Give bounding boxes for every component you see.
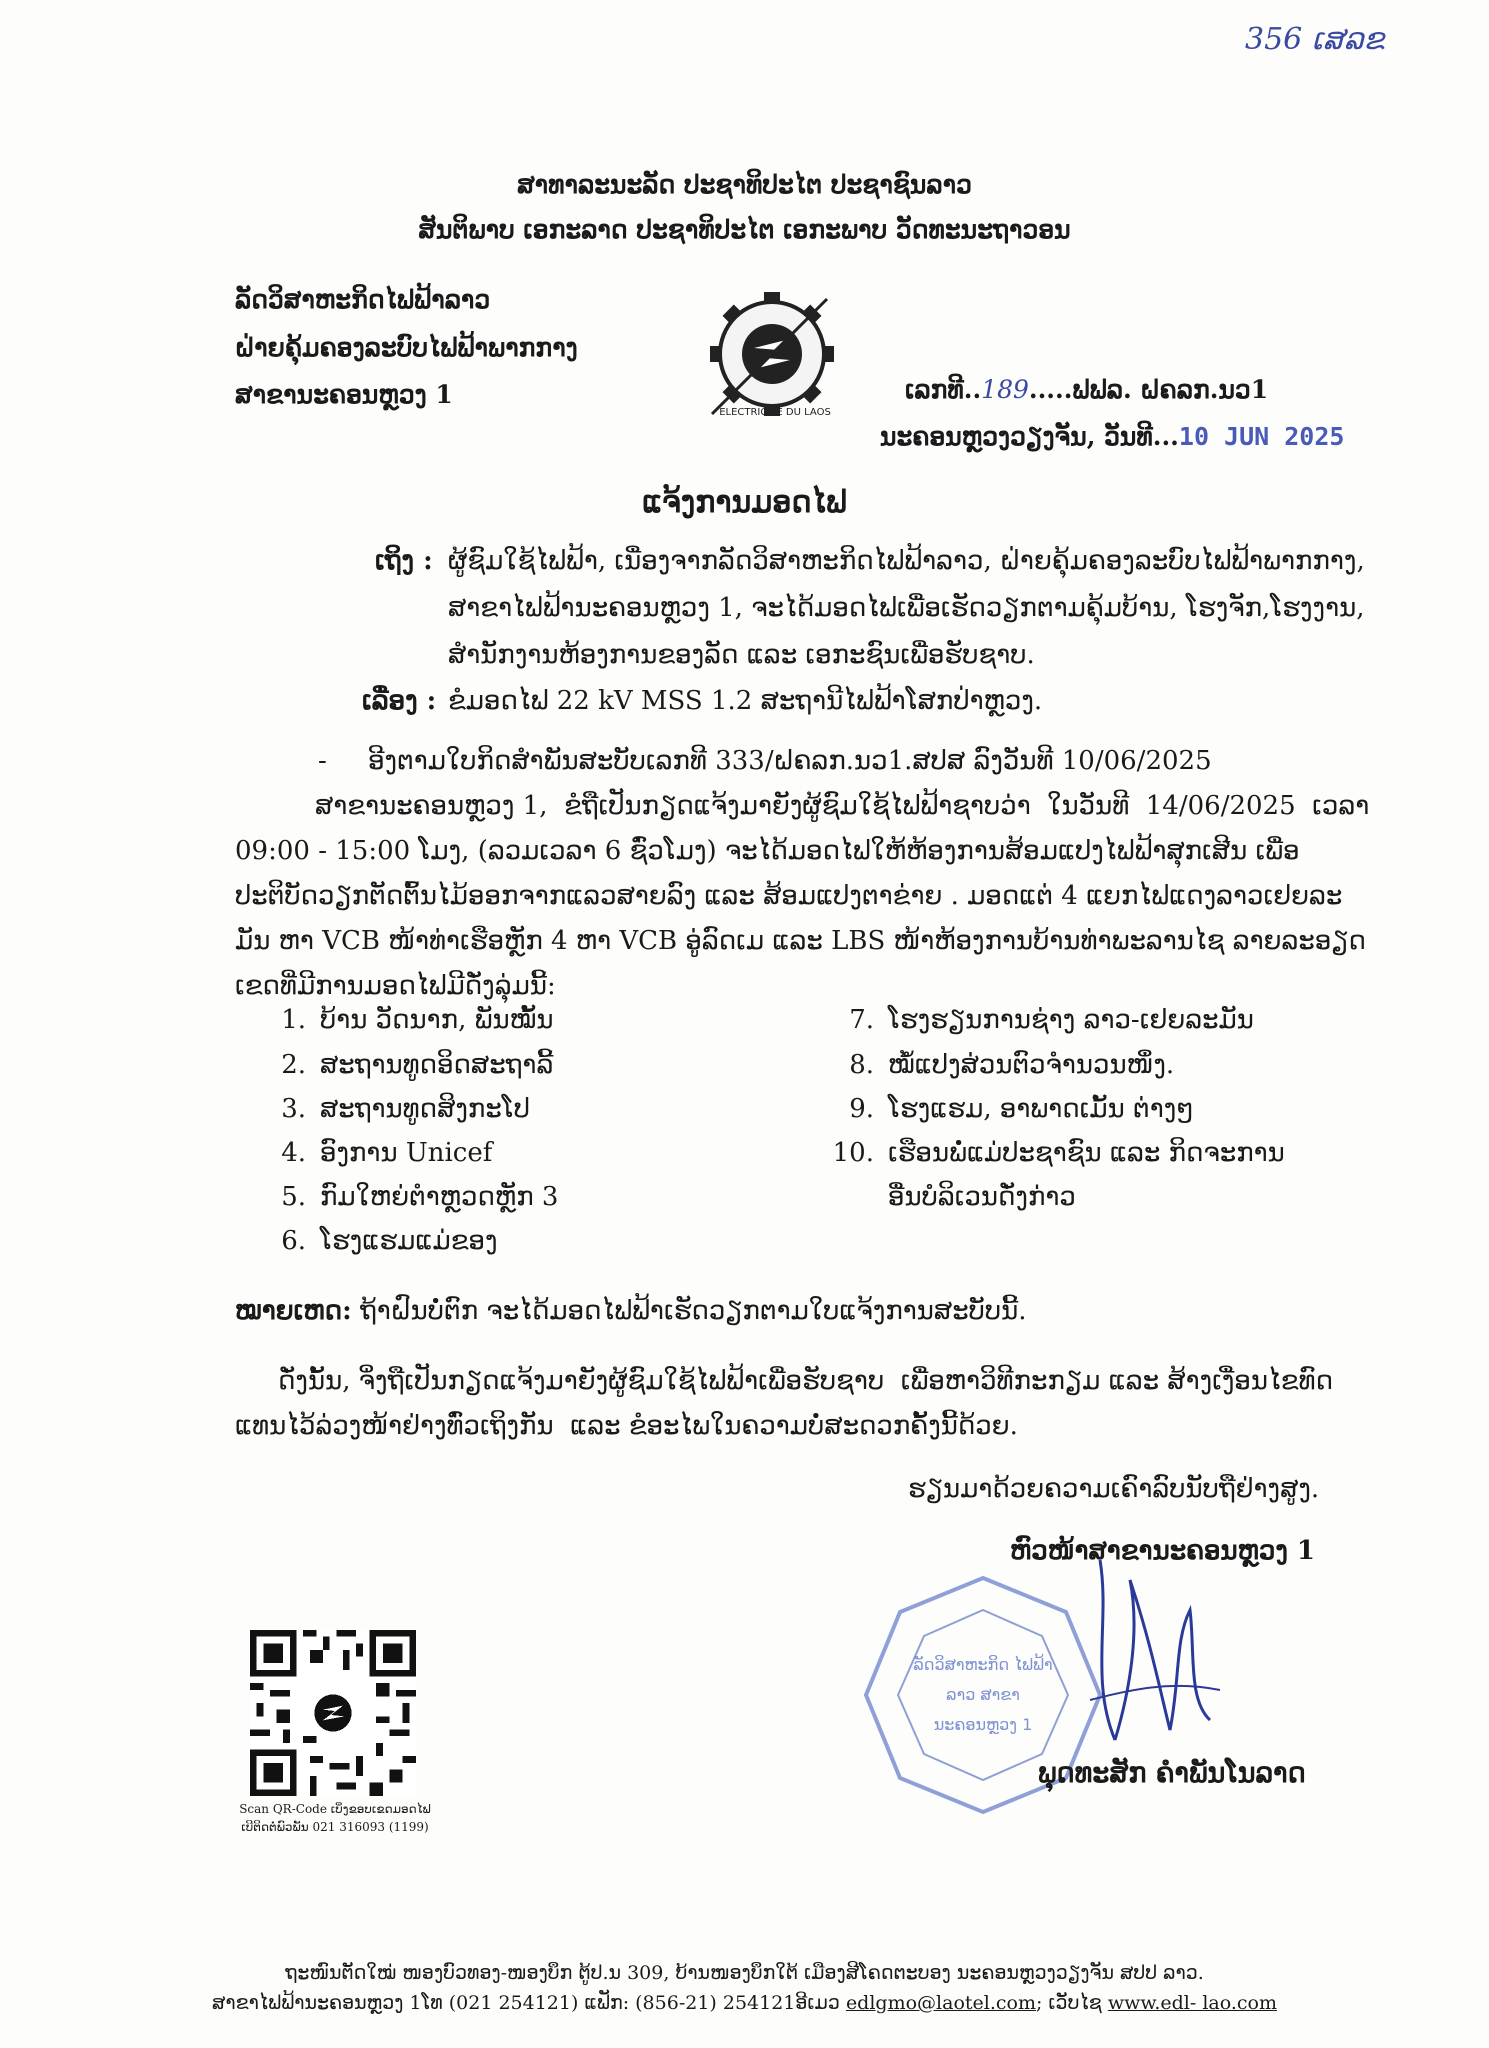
reference-number: ເລກທີ..189.....ຟຟລ. ຝຄລກ.ນວ1 <box>905 375 1269 404</box>
reference-number-handwritten: 189 <box>981 375 1029 404</box>
body-line2: 09:00 - 15:00 ໂມງ, (ລວມເວລາ 6 ຊົ່ວໂມງ) ຈະໄດ້ມອດໄຟໃຫ້ຫ້ອງການສ້ອມແປງໄຟຟ້າສຸກເສີນ ເພື່ອ <box>235 836 1300 866</box>
to-line3: ສຳນັກງານຫ້ອງການຂອງລັດ ແລະ ເອກະຊົນເພື່ອຮັບຊາບ. <box>448 640 1035 670</box>
footer-website-link[interactable]: www.edl- lao.com <box>1107 1992 1277 2014</box>
signatory-position: ຫົວໜ້າສາຂານະຄອນຫຼວງ 1 <box>1010 1536 1316 1566</box>
closing-line1: ດັ່ງນັ້ນ, ຈິ່ງຖືເປັນກຽດແຈ້ງມາຍັງຜູ້ຊົມໃຊ້ໄຟຟ້າເພື່ອຮັບຊາບ ເພື່ອຫາວິທີກະກຽມ ແລະ ສ້າງເງື່ອນໄຂທົດ <box>278 1366 1333 1396</box>
note: ໝາຍເຫດ: ຖ້າຝົນບໍ່ຕົກ ຈະໄດ້ມອດໄຟຟ້າເຮັດວຽກຕາມໃບແຈ້ງການສະບັບນີ້. <box>235 1296 1027 1326</box>
stamp-text: ລັດວິສາຫະກິດ ໄຟຟ້າລາວ ສາຂາ ນະຄອນຫຼວງ 1 <box>913 1655 1053 1734</box>
org-department: ຝ່າຍຄຸ້ມຄອງລະບົບໄຟຟ້າພາກກາງ <box>235 333 578 362</box>
area-item: 5. ກົມໃຫຍ່ຕໍາຫຼວດຫຼັກ 3 <box>281 1182 559 1212</box>
qr-caption-line1: Scan QR-Code ເບິ່ງຂອບເຂດມອດໄຟ <box>239 1802 431 1816</box>
footer-contact: ສາຂາໄຟຟ້ານະຄອນຫຼວງ 1ໂທ (021 254121) ແຟັກ: (856-21) 254121ອີເມວ edlgmo@laotel.com; ເວັບໄຊ www.edl- lao.com <box>212 1992 1277 2014</box>
subject-text: ຂໍມອດໄຟ 22 kV MSS 1.2 ສະຖານີໄຟຟ້າໂສກປ່າຫຼວງ. <box>448 686 1043 716</box>
footer-address: ຖະໜົນຕັດໃໝ່ ໜອງບົວທອງ-ໜອງບຶກ ຕູ້ປ.ນ 309, ບ້ານໜອງບຶກໃຕ້ ເມືອງສີໂຄດຕະບອງ ນະຄອນຫຼວງວຽງຈັນ ສປປ ລາວ. <box>285 1962 1204 1984</box>
document-title: ແຈ້ງການມອດໄຟ <box>642 485 847 520</box>
qr-code[interactable] <box>250 1630 416 1796</box>
handwritten-signature <box>1070 1540 1230 1760</box>
reference-line: - ອີງຕາມໃບກິດສຳພັນສະບັບເລກທີ 333/ຝຄລກ.ນວ1.ສປສ ລົງວັນທີ 10/06/2025 <box>318 746 1212 776</box>
national-header-line1: ສາທາລະນະລັດ ປະຊາທິປະໄຕ ປະຊາຊົນລາວ <box>517 170 972 199</box>
body-line5: ເຂດທີ່ມີການມອດໄຟມີດັ່ງລຸ່ມນີ້: <box>235 971 556 1001</box>
org-name: ລັດວິສາຫະກິດໄຟຟ້າລາວ <box>235 285 491 314</box>
reference-date: ນະຄອນຫຼວງວຽງຈັນ, ວັນທີ...10 JUN 2025 <box>880 422 1345 451</box>
logo-text: ELECTRICITE DU LAOS <box>719 407 831 418</box>
area-item: 7. ໂຮງຮຽນການຊ່າງ ລາວ-ເຢຍລະມັນ <box>849 1005 1254 1035</box>
body-line3: ປະຕິບັດວຽກຕັດຕົ້ນໄມ້ອອກຈາກແລວສາຍລົງ ແລະ ສ້ອມແປງຕາຂ່າຍ . ມອດແຕ່ 4 ແຍກໄຟແດງລາວເຢຍລະ <box>235 881 1343 911</box>
area-item: 6. ໂຮງແຮມແມ່ຂອງ <box>281 1226 498 1256</box>
body-line4: ມັນ ຫາ VCB ໜ້າທ່າເຮືອຫຼັກ 4 ຫາ VCB ອູ່ລົດເມ ແລະ LBS ໜ້າຫ້ອງການບ້ານທ່າພະລານໄຊ ລາຍລະອຽດ <box>235 926 1366 956</box>
handwritten-page-note: 356 ເສລຂ <box>1245 22 1385 57</box>
national-header-line2: ສັນຕິພາບ ເອກະລາດ ປະຊາທິປະໄຕ ເອກະພາບ ວັດທະນະຖາວອນ <box>418 215 1071 244</box>
subject-label: ເລື່ອງ : <box>362 686 437 716</box>
closing-regards: ຮຽນມາດ້ວຍຄວາມເຄົາລົບນັບຖືຢ່າງສູງ. <box>908 1474 1320 1504</box>
body-line1: ສາຂານະຄອນຫຼວງ 1, ຂໍຖືເປັນກຽດແຈ້ງມາຍັງຜູ້ຊົມໃຊ້ໄຟຟ້າຊາບວ່າ ໃນວັນທີ 14/06/2025 ເວລາ <box>315 791 1370 821</box>
area-item: 2. ສະຖານທູດອິດສະຖາລີ້ <box>281 1050 554 1080</box>
edl-logo <box>700 282 850 422</box>
to-line2: ສາຂາໄຟຟ້ານະຄອນຫຼວງ 1, ຈະໄດ້ມອດໄຟເພື່ອເຮັດວຽກຕາມຄຸ້ມບ້ານ, ໂຮງຈັກ,ໂຮງງານ, <box>448 593 1365 623</box>
signatory-name: ພຸດທະສັກ ຄໍາພັນໂນລາດ <box>1038 1758 1306 1789</box>
org-branch: ສາຂານະຄອນຫຼວງ 1 <box>235 380 453 409</box>
to-label: ເຖິງ : <box>375 546 433 576</box>
area-item: 1. ບ້ານ ວັດນາກ, ພັນໝັ້ນ <box>281 1005 554 1035</box>
date-stamp: 10 JUN 2025 <box>1178 422 1345 451</box>
to-line1: ຜູ້ຊົມໃຊ້ໄຟຟ້າ, ເນື່ອງຈາກລັດວິສາຫະກິດໄຟຟ້າລາວ, ຝ່າຍຄຸ້ມຄອງລະບົບໄຟຟ້າພາກກາງ, <box>448 546 1365 576</box>
area-item: 8. ໝໍ້ແປງສ່ວນຕົວຈໍານວນໜຶ່ງ. <box>849 1050 1175 1080</box>
area-item: ອື່ນບໍລິເວນດັ່ງກ່າວ <box>888 1182 1076 1212</box>
area-item: 9. ໂຮງແຮມ, ອາພາດເມັ້ນ ຕ່າງໆ <box>849 1094 1194 1124</box>
footer-email-link[interactable]: edlgmo@laotel.com <box>845 1992 1036 2014</box>
qr-caption-line2: ເບີຕິດຕໍ່ພົວພັນ 021 316093 (1199) <box>241 1820 429 1834</box>
area-item: 3. ສະຖານທູດສິງກະໂປ <box>281 1094 530 1124</box>
closing-line2: ແທນໄວ້ລ່ວງໜ້າຢ່າງທົ່ວເຖິງກັນ ແລະ ຂໍອະໄພໃນຄວາມບໍ່ສະດວກຄັ້ງນີ້ດ້ວຍ. <box>235 1411 1018 1441</box>
area-item: 4. ອົງການ Unicef <box>281 1138 493 1168</box>
area-item: 10. ເຮືອນພໍ່ແມ່ປະຊາຊົນ ແລະ ກິດຈະການ <box>832 1138 1285 1168</box>
